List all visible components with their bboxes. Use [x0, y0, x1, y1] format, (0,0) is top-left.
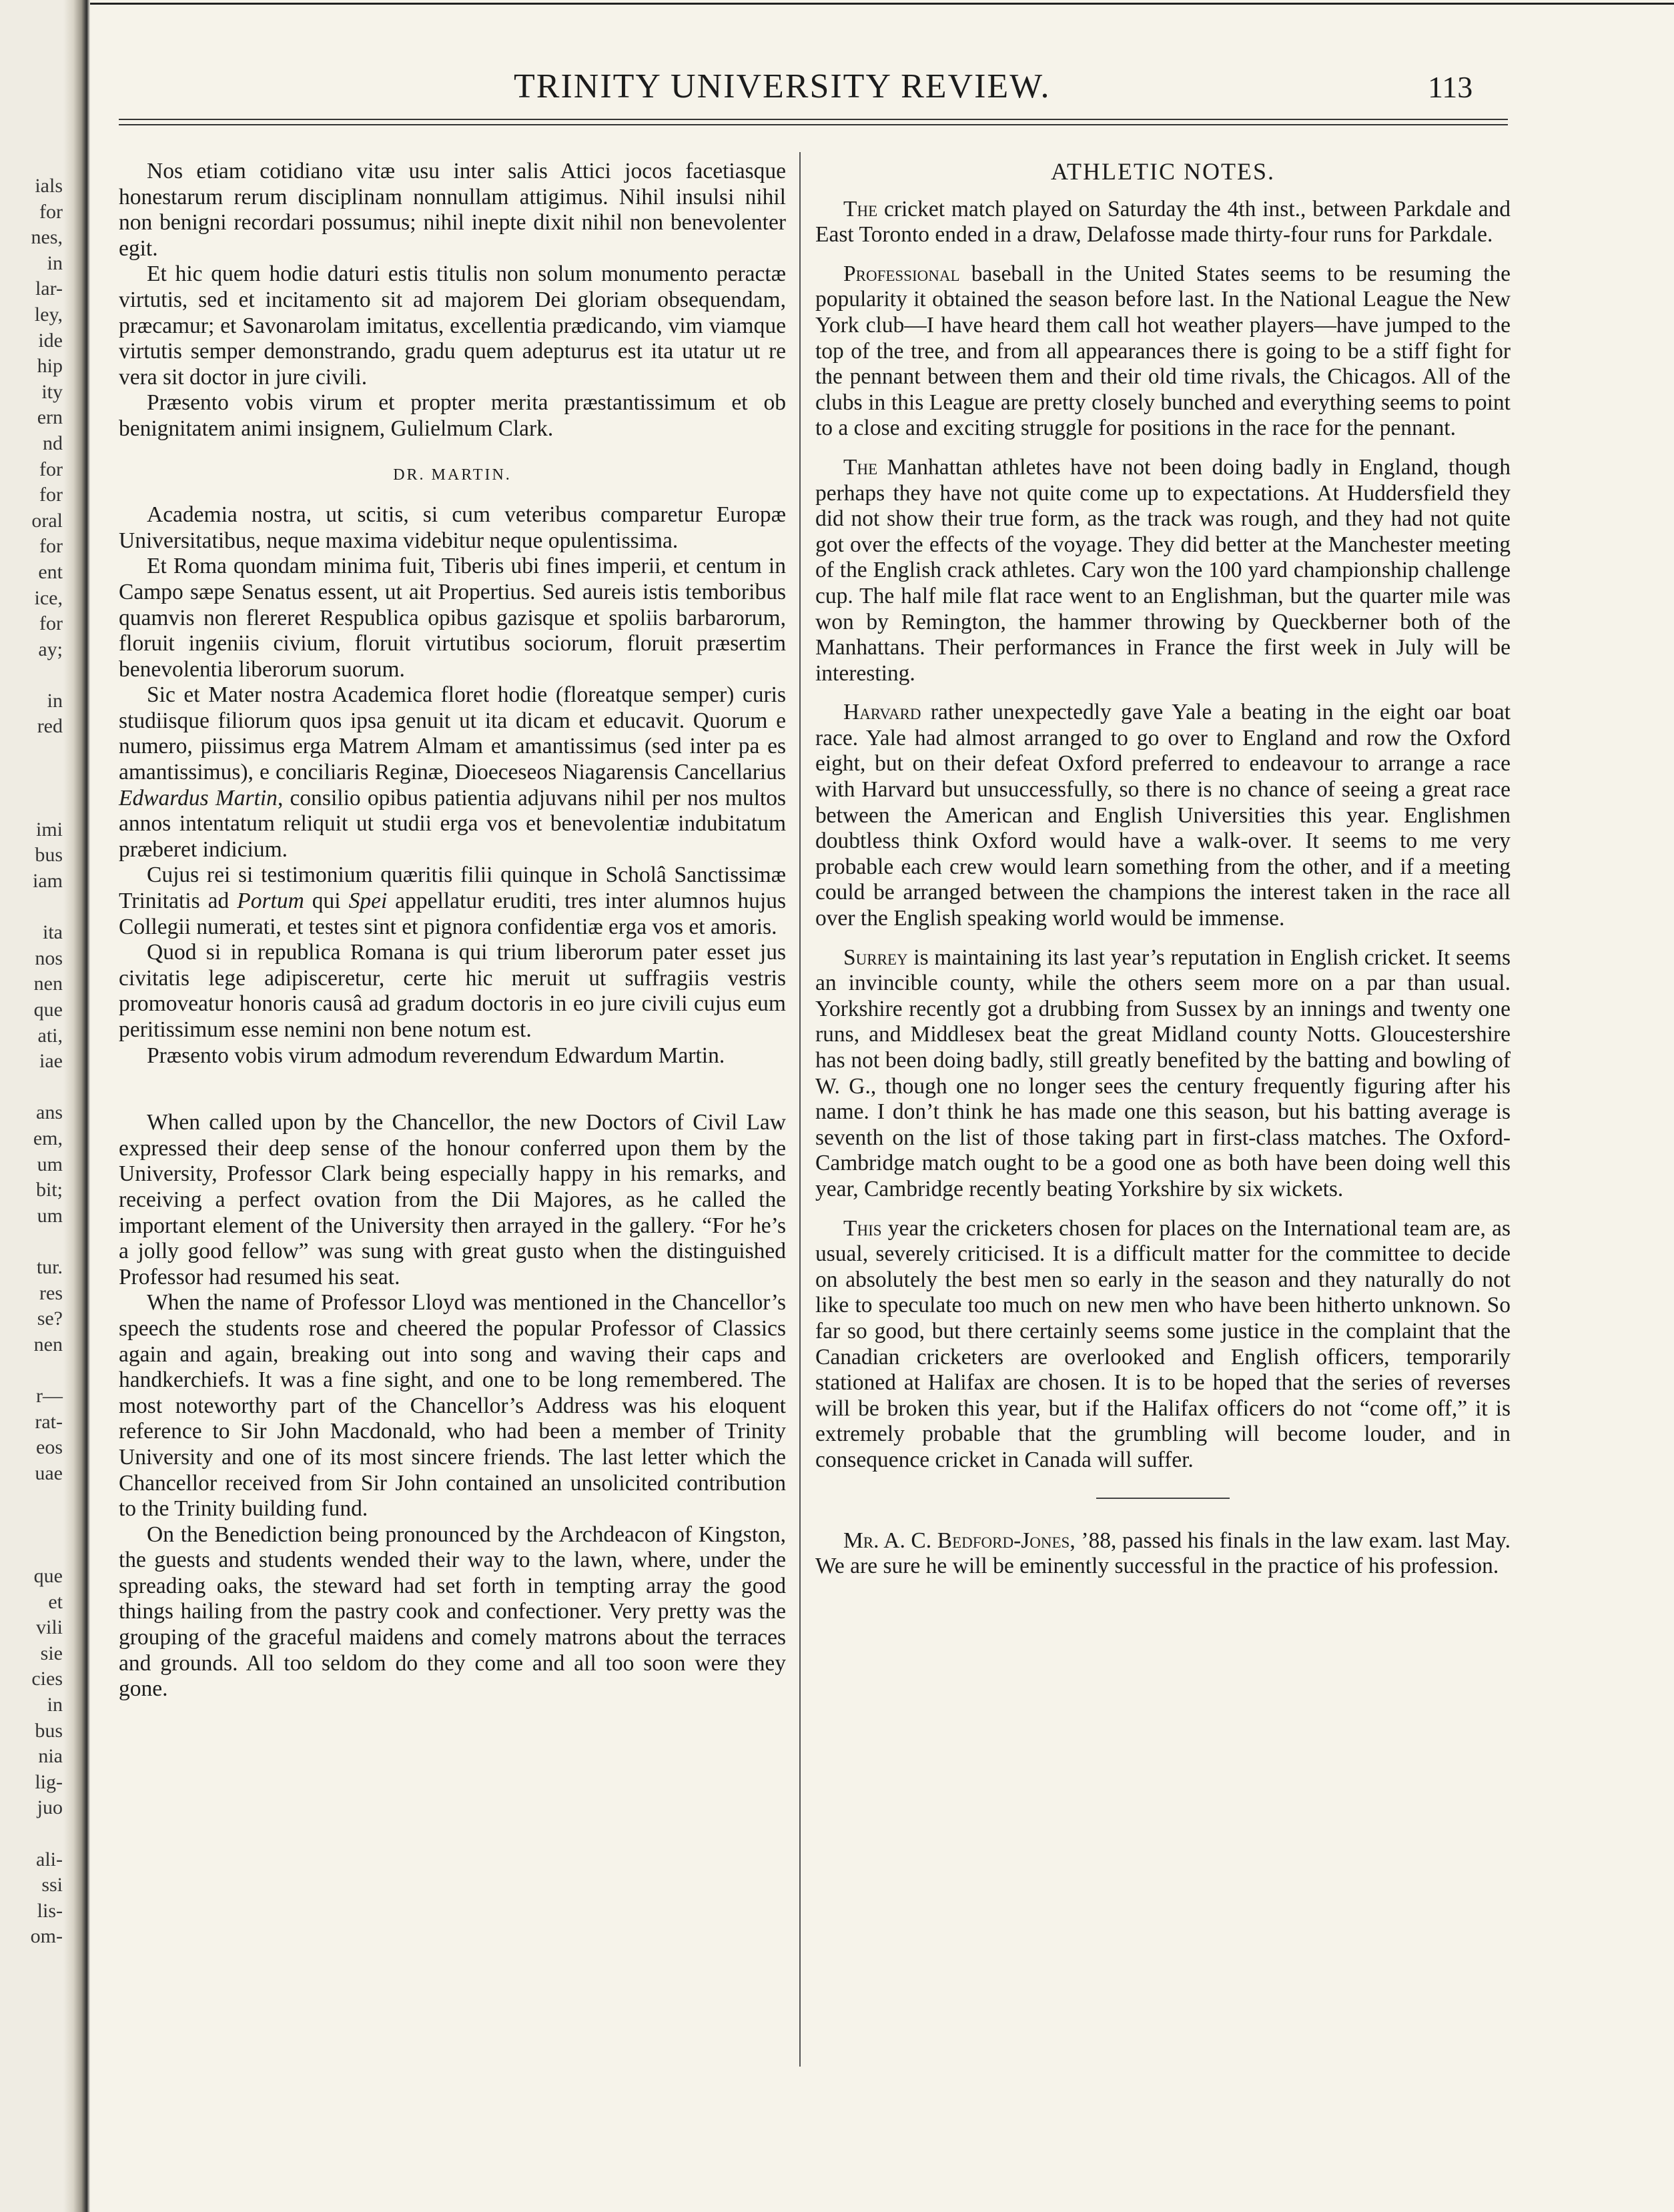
bleed-fragment: que: [33, 999, 63, 1021]
paragraph: Et hic quem hodie daturi estis titulis non solum monumento peractæ virtutis, sed et incitamento sit ad majorem Dei gloriam obsequendam, præcamur; et Savonarolam imitatus, excellentia prædicando, vim viamque virtutis semper demonstrando, gradu quem adepturus est ita utatur ut re vera sit doctor in jure civili.: [119, 261, 786, 390]
paragraph: When called upon by the Chancellor, the new Doctors of Civil Law expressed their deep sense of the honour conferred upon them by the University, Professor Clark being especially happy in his remarks, and receiving a perfect ovation from the Dii Majores, as he called the important element of the University then arrayed in the gallery. “For he’s a jolly good fellow” was sung with great gusto when the distinguished Professor had resumed his seat.: [119, 1110, 786, 1289]
header-rule-double: [119, 124, 1508, 125]
bleed-fragment: uae: [35, 1462, 63, 1484]
bleed-fragment: iae: [39, 1050, 63, 1073]
bleed-fragment: nos: [35, 947, 63, 969]
page-number: 113: [1428, 70, 1473, 104]
bleed-fragment: bit;: [35, 1179, 63, 1201]
bleed-fragment: lig-: [35, 1770, 63, 1793]
bleed-fragment: om-: [30, 1925, 63, 1948]
paragraph: When the name of Professor Lloyd was mentioned in the Chancellor’s speech the students rose and cheered the popular Professor of Classics again and again, breaking out into song and waving their caps and handkerchiefs. It was a fine sight, and one to be long remembered. The most noteworthy part of the Chancellor’s Address was his eloquent reference to Sir John Macdonald, who had been a member of Trinity University and one of its most sincere friends. The last letter which the Chancellor received from Sir John contained an unsolicited contribution to the Trinity building fund.: [119, 1290, 786, 1522]
paragraph: Harvard rather unexpectedly gave Yale a beating in the eight oar boat race. Yale had almost arranged to go over to England and row the Oxford eight, but on their defeat Oxford preferred to endeavour to arrange a race with Harvard but unsuccessfully, so there is no chance of seeing a great race between the American and English Universities this year. Englishmen doubtless think Oxford would have a walk-over. It seems to me very probable each crew would learn something from the other, and if a meeting could be arranged between the champions the interest taken in the race all over the English speaking world would be immense.: [815, 700, 1511, 931]
section-heading-dr-martin: DR. MARTIN.: [393, 466, 512, 484]
paragraph: Quod si in republica Romana is qui trium liberorum pater esset jus civitatis lege adipisceretur, certe hic meruit ut suffragiis vestris promoveatur honoris causâ ad gradum doctoris in eo jure civili cujus eum peritissimum esse nemini non bene notum est.: [119, 940, 786, 1042]
bleed-fragment: ita: [43, 921, 63, 944]
bleed-fragment: in: [47, 689, 63, 712]
italic-name: Edwardus Martin: [119, 785, 278, 810]
bleed-fragment: in: [47, 1694, 63, 1716]
bleed-fragment: for: [39, 200, 63, 223]
bleed-fragment: [4, 1229, 63, 1255]
paragraph: Cujus rei si testimonium quæritis filii quinque in Scholâ Sanctissimæ Trinitatis ad Portum qui Spei appellatur eruditi, tres inter alumnos hujus Collegii numerati, et testes sint et pignora confidentiæ erga vos et amoris.: [119, 863, 786, 939]
right-column: [815, 159, 1511, 1580]
bleed-fragment: ley,: [34, 303, 63, 326]
bleed-fragment: ice,: [34, 586, 63, 609]
paragraph: This year the cricketers chosen for places on the International team are, as usual, severely criticised. It is a difficult matter for the committee to decide on absolutely the best men so early in the season and they naturally do not like to speculate too much on new men who have been hitherto unknown. So far so good, but there certainly seems some justice in the complaint that the Canadian cricketers are overlooked and English officers, temporarily stationed at Halifax are chosen. It is to be hoped that the series of reverses will be broken this year, but if the Halifax officers do not “come off,” it is extremely probable that the grumbling will become louder, and in consequence cricket in Canada will suffer.: [815, 1215, 1511, 1472]
bleed-fragment: ati,: [37, 1024, 63, 1047]
bleed-fragment: for: [39, 484, 63, 506]
bleed-fragment: nen: [33, 973, 63, 995]
bleed-fragment: lis-: [37, 1899, 63, 1922]
bleed-fragment: et: [48, 1590, 63, 1613]
bleed-fragment: red: [37, 715, 63, 738]
bleed-fragment: iam: [33, 870, 63, 893]
bleed-fragment: em,: [33, 1127, 63, 1149]
bleed-fragment: ent: [38, 560, 63, 583]
bleed-fragment: ans: [36, 1101, 63, 1124]
bleed-fragment: ide: [38, 329, 63, 352]
bleed-fragment: nen: [33, 1333, 63, 1355]
bleed-fragment: nes,: [31, 226, 63, 249]
bleed-fragment: nd: [43, 432, 63, 454]
paragraph: Mr. A. C. Bedford-Jones, ’88, passed his finals in the law exam. last May. We are sure he will be eminently successful in the practice of his profession.: [815, 1528, 1511, 1579]
bleed-fragment: um: [37, 1153, 63, 1175]
paragraph: Sic et Mater nostra Academica floret hodie (floreatque semper) curis studiisque filiorum quos ipsa genuit ut ita dicam et educavit. Quorum e numero, piissimus erga Matrem Almam et amantissimus (sed inter pa es amantissimus), e conciliaris Reginæ, Dioeceseos Niagarensis Cancellarius Edwardus Martin, consilio opibus patientia adjuvans nihil per nos multos annos intentatum reliquit ut studii erga vos et benevolentiæ indubitatum præberet indicium.: [119, 682, 786, 862]
bleed-fragment: lar-: [35, 278, 63, 300]
bleed-fragment: [4, 1357, 63, 1384]
bleed-fragment: [4, 766, 63, 792]
bleed-fragment: juo: [37, 1796, 63, 1819]
bleed-fragment: [4, 791, 63, 817]
paragraph: Academia nostra, ut scitis, si cum veteribus comparetur Europæ Universitatibus, neque maxima videbitur neque opulentissima.: [119, 502, 786, 553]
paragraph: Et Roma quondam minima fuit, Tiberis ubi fines imperii, et centum in Campo sæpe Senatus essent, ut ait Propertius. Sed aureis istis temboribus quamvis non flereret Respublica opibus gazisque et spoliis barbarorum, floruit ingeniis civium, floruit virtutibus sociorum, floruit præsertim benevolentia liberorum suorum.: [119, 554, 786, 682]
running-title: TRINITY UNIVERSITY REVIEW.: [514, 67, 1051, 105]
bleed-fragment: ern: [37, 406, 63, 429]
bleed-fragment: oral: [31, 509, 63, 532]
left-column: [119, 159, 786, 1702]
header-rule: [119, 119, 1508, 120]
bleed-fragment: [4, 662, 63, 688]
section-separator-rule: [1096, 1498, 1230, 1499]
bleed-fragment: [4, 895, 63, 921]
bleed-fragment: bus: [35, 844, 63, 867]
paragraph: Surrey is maintaining its last year’s reputation in English cricket. It seems an invincible county, while the others seem more on a par than usual. Yorkshire recently got a drubbing from Sussex by an innings and twenty one runs, and Middlesex beat the great Midland county Notts. Gloucestershire has not been doing badly, still greatly benefited by the batting and bowling of W. G., though one no longer sees the century frequently figuring after his name. I don’t think he has made one this season, but his batting average is seventh on the list of those taking part in first-class matches. The Oxford-Cambridge match ought to be a good one as both have been doing well this year, Cambridge recently beating Yorkshire by six wickets.: [815, 945, 1511, 1201]
bleed-fragment: ials: [35, 175, 63, 197]
bleed-fragment: bus: [35, 1719, 63, 1742]
bleed-fragment: r—: [36, 1384, 63, 1407]
paragraph: Professional baseball in the United States seems to be resuming the popularity it obtained the season before last. In the National League the New York club—I have heard them call hot weather players—have jumped to the top of the tree, and from all appearances there is going to be a stiff fight for the pennant between them and their old time rivals, the Chicagos. All of the clubs in this League are pretty closely bunched and everything seems to point to a close and exciting struggle for positions in the race for the pennant.: [815, 261, 1511, 441]
bleed-fragment: nia: [38, 1745, 63, 1768]
bleed-fragment: for: [39, 535, 63, 558]
paragraph: Nos etiam cotidiano vitæ usu inter salis Attici jocos facetiasque honestarum rerum disciplinam nonnullam attigimus. Nihil insulsi nihil non benigni recordari possumus; nihil inepte dixit nihil non benevolenter egit.: [119, 159, 786, 261]
bleed-fragment: [4, 740, 63, 766]
bleed-fragment: [4, 1538, 63, 1564]
bleed-fragment: vili: [35, 1616, 63, 1639]
bleed-fragment: for: [39, 612, 63, 635]
bleed-fragment: cies: [31, 1668, 63, 1690]
paragraph: Præsento vobis virum admodum reverendum Edwardum Martin.: [147, 1043, 725, 1068]
bleed-fragment: um: [37, 1204, 63, 1227]
bleed-fragment: in: [47, 251, 63, 274]
paragraph: The Manhattan athletes have not been doing badly in England, though perhaps they have not quite come up to expectations. At Huddersfield they did not show their true form, as the track was rough, and they had not quite got over the effects of the voyage. They did better at the Manchester meeting of the English crack athletes. Cary won the 100 yard championship challenge cup. The half mile flat race went to an Englishman, but the quarter mile was won by Remington, the hammer throwing by Queckberner both of the Manhattans. Their performances in France the first week in July will be interesting.: [815, 454, 1511, 686]
bleed-fragment: que: [33, 1565, 63, 1588]
bleed-fragment: imi: [35, 818, 63, 841]
bleed-fragment: [4, 1486, 63, 1512]
bleed-fragment: ay;: [38, 638, 63, 660]
top-page-edge-rule: [67, 3, 1674, 5]
bleed-fragment: rat-: [35, 1410, 63, 1433]
paragraph: The cricket match played on Saturday the 4th inst., between Parkdale and East Toronto ended in a draw, Delafosse made thirty-four runs for Parkdale.: [815, 196, 1511, 247]
paragraph: On the Benediction being pronounced by the Archdeacon of Kingston, the guests and students wended their way to the lawn, where, under the spreading oaks, the steward had set forth in tempting array the good things hailing from the pastry cook and confectioner. Very pretty was the grouping of the graceful maidens and comely matrons about the terraces and grounds. All too seldom do they come and all too soon were they gone.: [119, 1522, 786, 1702]
paragraph: Præsento vobis virum et propter merita præstantissimum et ob benignitatem animi insignem, Gulielmum Clark.: [119, 390, 786, 441]
bleed-fragment: eos: [36, 1436, 63, 1459]
bleed-fragment: ssi: [41, 1874, 63, 1896]
bleed-fragment: se?: [37, 1307, 63, 1330]
adjacent-page-bleed-text: [4, 173, 63, 1950]
bleed-fragment: ity: [41, 380, 63, 403]
column-divider: [799, 152, 801, 2067]
bleed-fragment: sie: [40, 1642, 63, 1664]
bleed-fragment: for: [39, 458, 63, 480]
bleed-fragment: tur.: [36, 1255, 63, 1278]
bleed-fragment: ali-: [36, 1848, 63, 1870]
bleed-fragment: [4, 1075, 63, 1101]
bleed-fragment: [4, 1512, 63, 1538]
bleed-fragment: [4, 1821, 63, 1847]
bleed-fragment: hip: [37, 355, 63, 378]
athletic-notes-title: ATHLETIC NOTES.: [1051, 158, 1275, 185]
bleed-fragment: res: [39, 1281, 63, 1304]
